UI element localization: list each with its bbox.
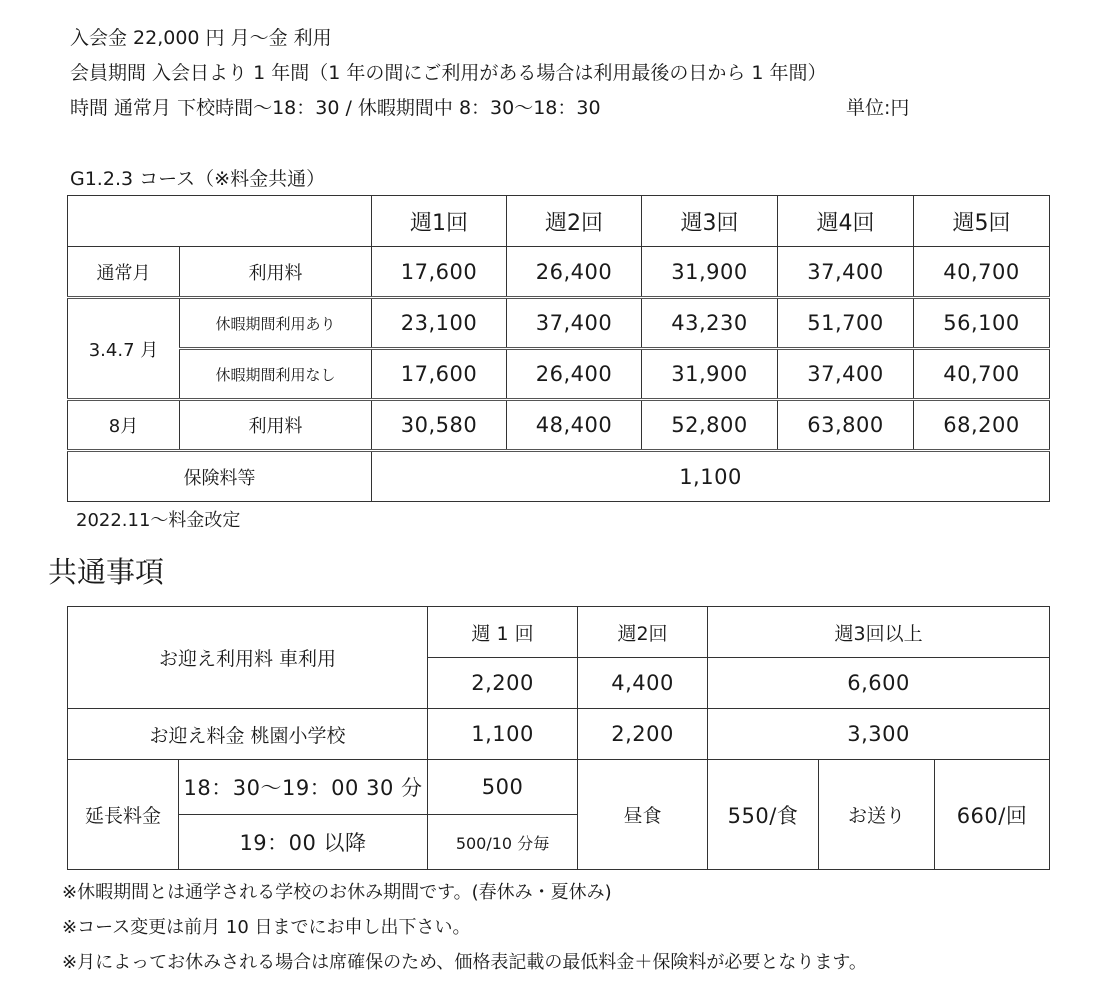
fee-cell: 37,400 <box>507 298 642 349</box>
fee-cell: 37,400 <box>778 349 914 400</box>
fee-cell: 26,400 <box>507 247 642 298</box>
row-label: 8月 <box>68 400 180 451</box>
fee-header-row <box>68 196 1050 247</box>
fee-cell: 31,900 <box>642 247 778 298</box>
fee-row-regular <box>68 247 1050 298</box>
dropoff-price: 660/回 <box>935 760 1050 870</box>
fee-cell: 40,700 <box>914 247 1050 298</box>
pickup-school-fee: 1,100 <box>428 709 578 760</box>
note-holiday-period: ※休暇期間とは通学される学校のお休み期間です。(春休み・夏休み) <box>62 882 612 903</box>
row-sublabel: 利用料 <box>180 400 372 451</box>
fee-row-347-with-holiday <box>68 298 1050 349</box>
fee-cell: 52,800 <box>642 400 778 451</box>
fee-cell: 30,580 <box>372 400 507 451</box>
fee-col-header: 週4回 <box>778 196 914 247</box>
row-label: 保険料等 <box>68 451 372 502</box>
fee-row-347-without-holiday <box>68 349 1050 400</box>
fee-cell: 48,400 <box>507 400 642 451</box>
pickup-car-fee: 6,600 <box>708 658 1050 709</box>
extension-price: 500/10 分毎 <box>428 815 578 870</box>
note-course-change: ※コース変更は前月 10 日までにお申し出下さい。 <box>62 917 471 938</box>
admission-fee-line: 入会金 22,000 円 月～金 利用 <box>70 27 332 49</box>
extension-price: 500 <box>428 760 578 815</box>
fee-cell: 17,600 <box>372 247 507 298</box>
fee-cell: 26,400 <box>507 349 642 400</box>
insurance-fee-cell: 1,100 <box>372 451 1050 502</box>
extension-time: 19：00 以降 <box>179 815 428 870</box>
pickup-car-fee: 4,400 <box>578 658 708 709</box>
fee-cell: 56,100 <box>914 298 1050 349</box>
membership-period-line: 会員期間 入会日より 1 年間（1 年の間にご利用がある場合は利用最後の日から 1 年間） <box>70 62 827 84</box>
pickup-car-header-row <box>68 607 1050 658</box>
fee-row-insurance <box>68 451 1050 502</box>
lunch-price: 550/食 <box>708 760 819 870</box>
extension-label: 延長料金 <box>68 760 179 870</box>
row-sublabel: 休暇期間利用なし <box>180 349 372 400</box>
lunch-label: 昼食 <box>578 760 708 870</box>
fee-col-header: 週2回 <box>507 196 642 247</box>
fee-col-header: 週1回 <box>372 196 507 247</box>
fee-cell: 68,200 <box>914 400 1050 451</box>
row-label: 通常月 <box>68 247 180 298</box>
fee-cell: 31,900 <box>642 349 778 400</box>
unit-label: 単位:円 <box>846 97 910 119</box>
fee-col-header: 週5回 <box>914 196 1050 247</box>
section-heading: 共通事項 <box>48 555 165 589</box>
fee-cell: 63,800 <box>778 400 914 451</box>
note-absence-fee: ※月によってお休みされる場合は席確保のため、価格表記載の最低料金＋保険料が必要となります。 <box>62 952 867 973</box>
common-col-header: 週3回以上 <box>708 607 1050 658</box>
row-sublabel: 利用料 <box>180 247 372 298</box>
common-col-header: 週 1 回 <box>428 607 578 658</box>
row-sublabel: 休暇期間利用あり <box>180 298 372 349</box>
pickup-school-label: お迎え料金 桃園小学校 <box>68 709 428 760</box>
fee-cell: 51,700 <box>778 298 914 349</box>
fee-cell: 40,700 <box>914 349 1050 400</box>
pickup-car-label: お迎え利用料 車利用 <box>68 607 428 709</box>
fee-cell: 23,100 <box>372 298 507 349</box>
fee-row-august <box>68 400 1050 451</box>
hours-line: 時間 通常月 下校時間～18：30 / 休暇期間中 8：30～18：30 <box>70 97 601 119</box>
fee-header-blank <box>68 196 372 247</box>
common-col-header: 週2回 <box>578 607 708 658</box>
fee-cell: 37,400 <box>778 247 914 298</box>
row-label: 3.4.7 月 <box>68 298 180 400</box>
course-title: G1.2.3 コース（※料金共通） <box>70 168 326 190</box>
pickup-school-fee: 2,200 <box>578 709 708 760</box>
fee-col-header: 週3回 <box>642 196 778 247</box>
revision-note: 2022.11～料金改定 <box>76 510 241 531</box>
pickup-school-fee: 3,300 <box>708 709 1050 760</box>
pickup-car-fee: 2,200 <box>428 658 578 709</box>
fee-cell: 17,600 <box>372 349 507 400</box>
fee-table <box>67 195 1050 502</box>
pickup-school-row <box>68 709 1050 760</box>
extension-time: 18：30～19：00 30 分 <box>179 760 428 815</box>
extension-row-1 <box>68 760 1050 815</box>
dropoff-label: お送り <box>819 760 935 870</box>
common-table <box>67 606 1050 870</box>
fee-cell: 43,230 <box>642 298 778 349</box>
